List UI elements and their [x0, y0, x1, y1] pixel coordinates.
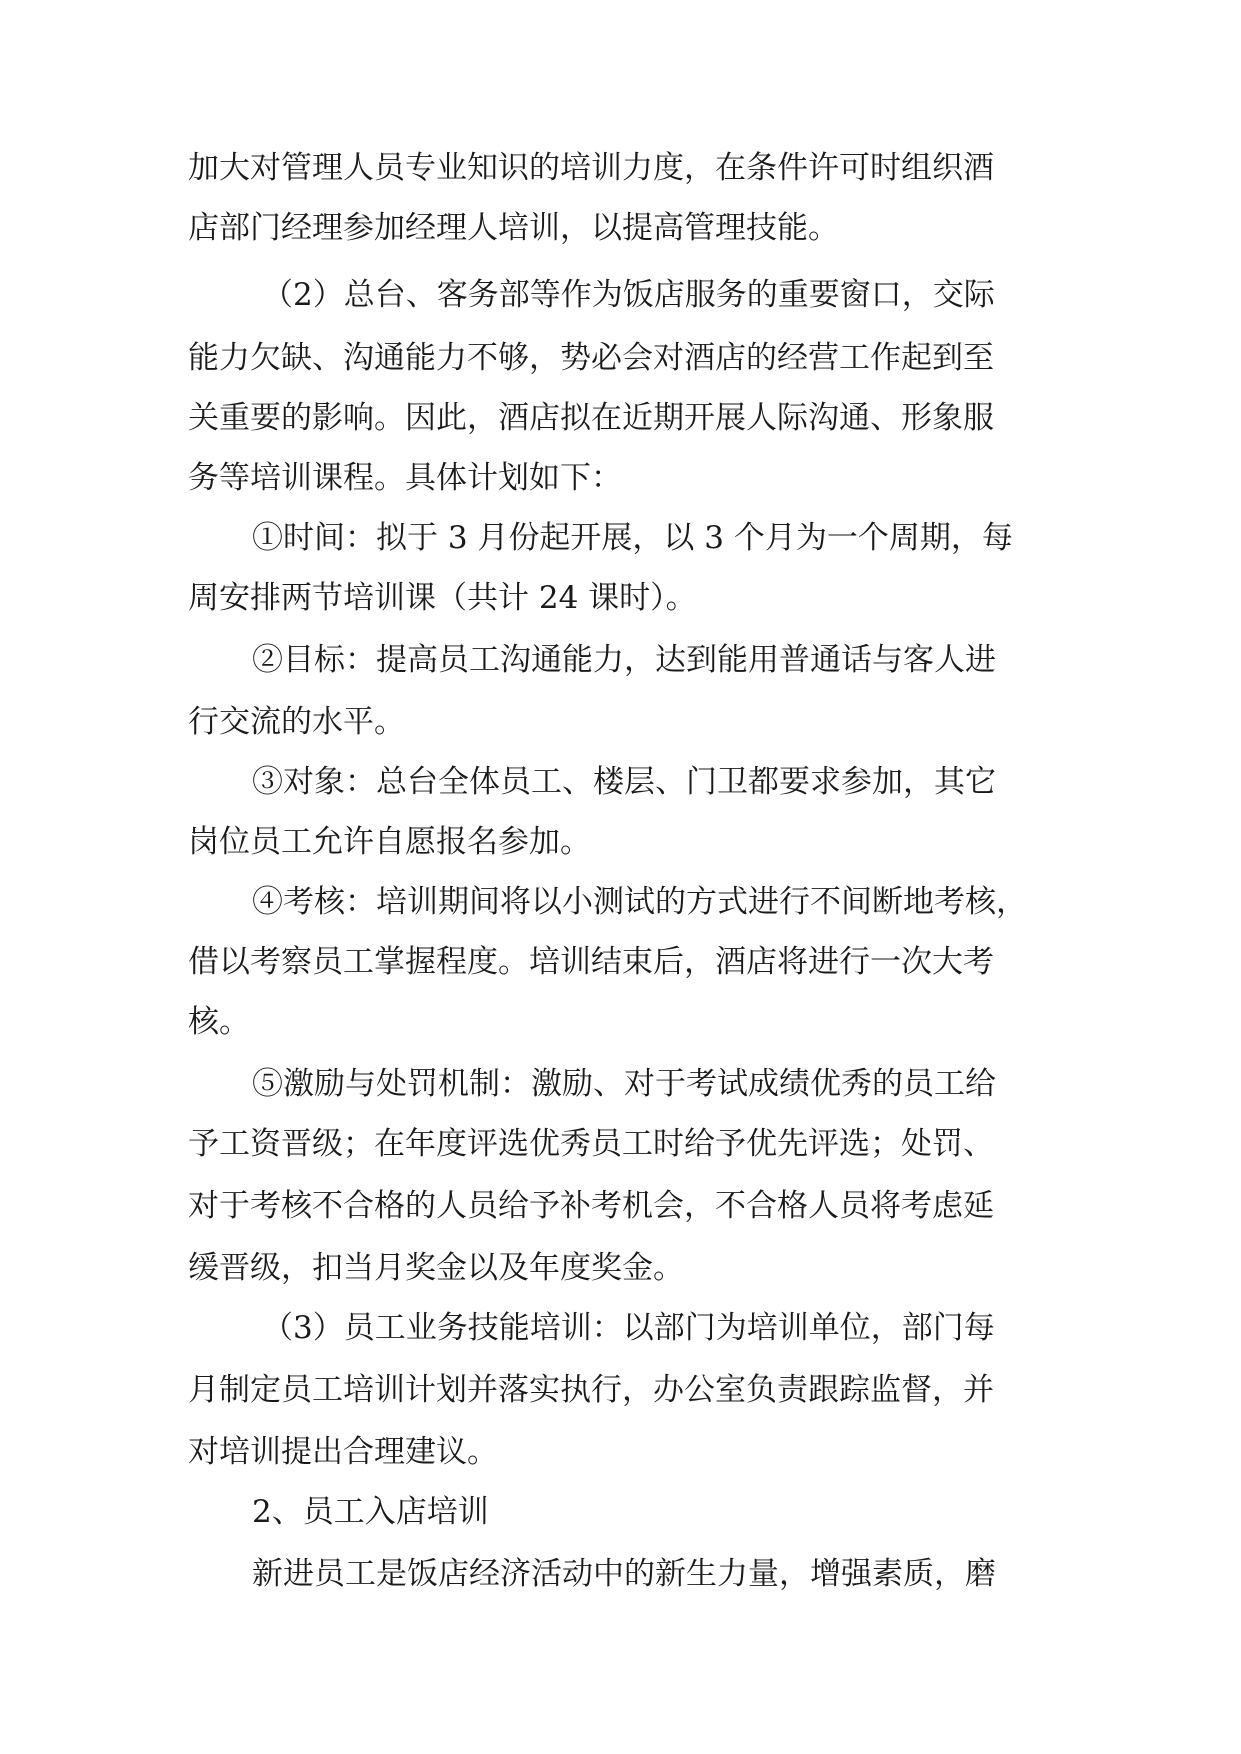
- text-line: （2）总台、客务部等作为饭店服务的重要窗口，交际: [262, 277, 995, 313]
- text-line: ④考核：培训期间将以小测试的方式进行不间断地考核，: [252, 884, 1027, 920]
- text-line: 对培训提出合理建议。: [188, 1434, 498, 1470]
- text-line: 予工资晋级；在年度评选优秀员工时给予优先评选；处罚、: [188, 1126, 994, 1162]
- text-line: ⑤激励与处罚机制：激励、对于考试成绩优秀的员工给: [252, 1066, 996, 1102]
- text-line: 缓晋级，扣当月奖金以及年度奖金。: [188, 1250, 684, 1286]
- section-heading: 2、员工入店培训: [252, 1494, 489, 1530]
- text-line: 店部门经理参加经理人培训，以提高管理技能。: [188, 210, 839, 246]
- text-line: 新进员工是饭店经济活动中的新生力量，增强素质，磨: [252, 1556, 996, 1592]
- text-line: ①时间：拟于 3 月份起开展，以 3 个月为一个周期，每: [252, 520, 1013, 556]
- text-line: ②目标：提高员工沟通能力，达到能用普通话与客人进: [252, 642, 996, 678]
- text-line: 核。: [188, 1004, 250, 1040]
- text-line: 岗位员工允许自愿报名参加。: [188, 824, 591, 860]
- text-line: 对于考核不合格的人员给予补考机会，不合格人员将考虑延: [188, 1188, 994, 1224]
- text-line: ③对象：总台全体员工、楼层、门卫都要求参加，其它: [252, 764, 996, 800]
- text-line: （3）员工业务技能培训：以部门为培训单位，部门每: [262, 1310, 995, 1346]
- text-line: 月制定员工培训计划并落实执行，办公室负责跟踪监督，并: [188, 1372, 994, 1408]
- text-line: 关重要的影响。因此，酒店拟在近期开展人际沟通、形象服: [188, 400, 994, 436]
- text-line: 周安排两节培训课（共计 24 课时）。: [188, 580, 697, 616]
- text-line: 能力欠缺、沟通能力不够，势必会对酒店的经营工作起到至: [188, 340, 994, 376]
- text-line: 加大对管理人员专业知识的培训力度，在条件许可时组织酒: [188, 150, 994, 186]
- text-line: 借以考察员工掌握程度。培训结束后，酒店将进行一次大考: [188, 944, 994, 980]
- text-line: 行交流的水平。: [188, 704, 405, 740]
- text-line: 务等培训课程。具体计划如下：: [188, 460, 622, 496]
